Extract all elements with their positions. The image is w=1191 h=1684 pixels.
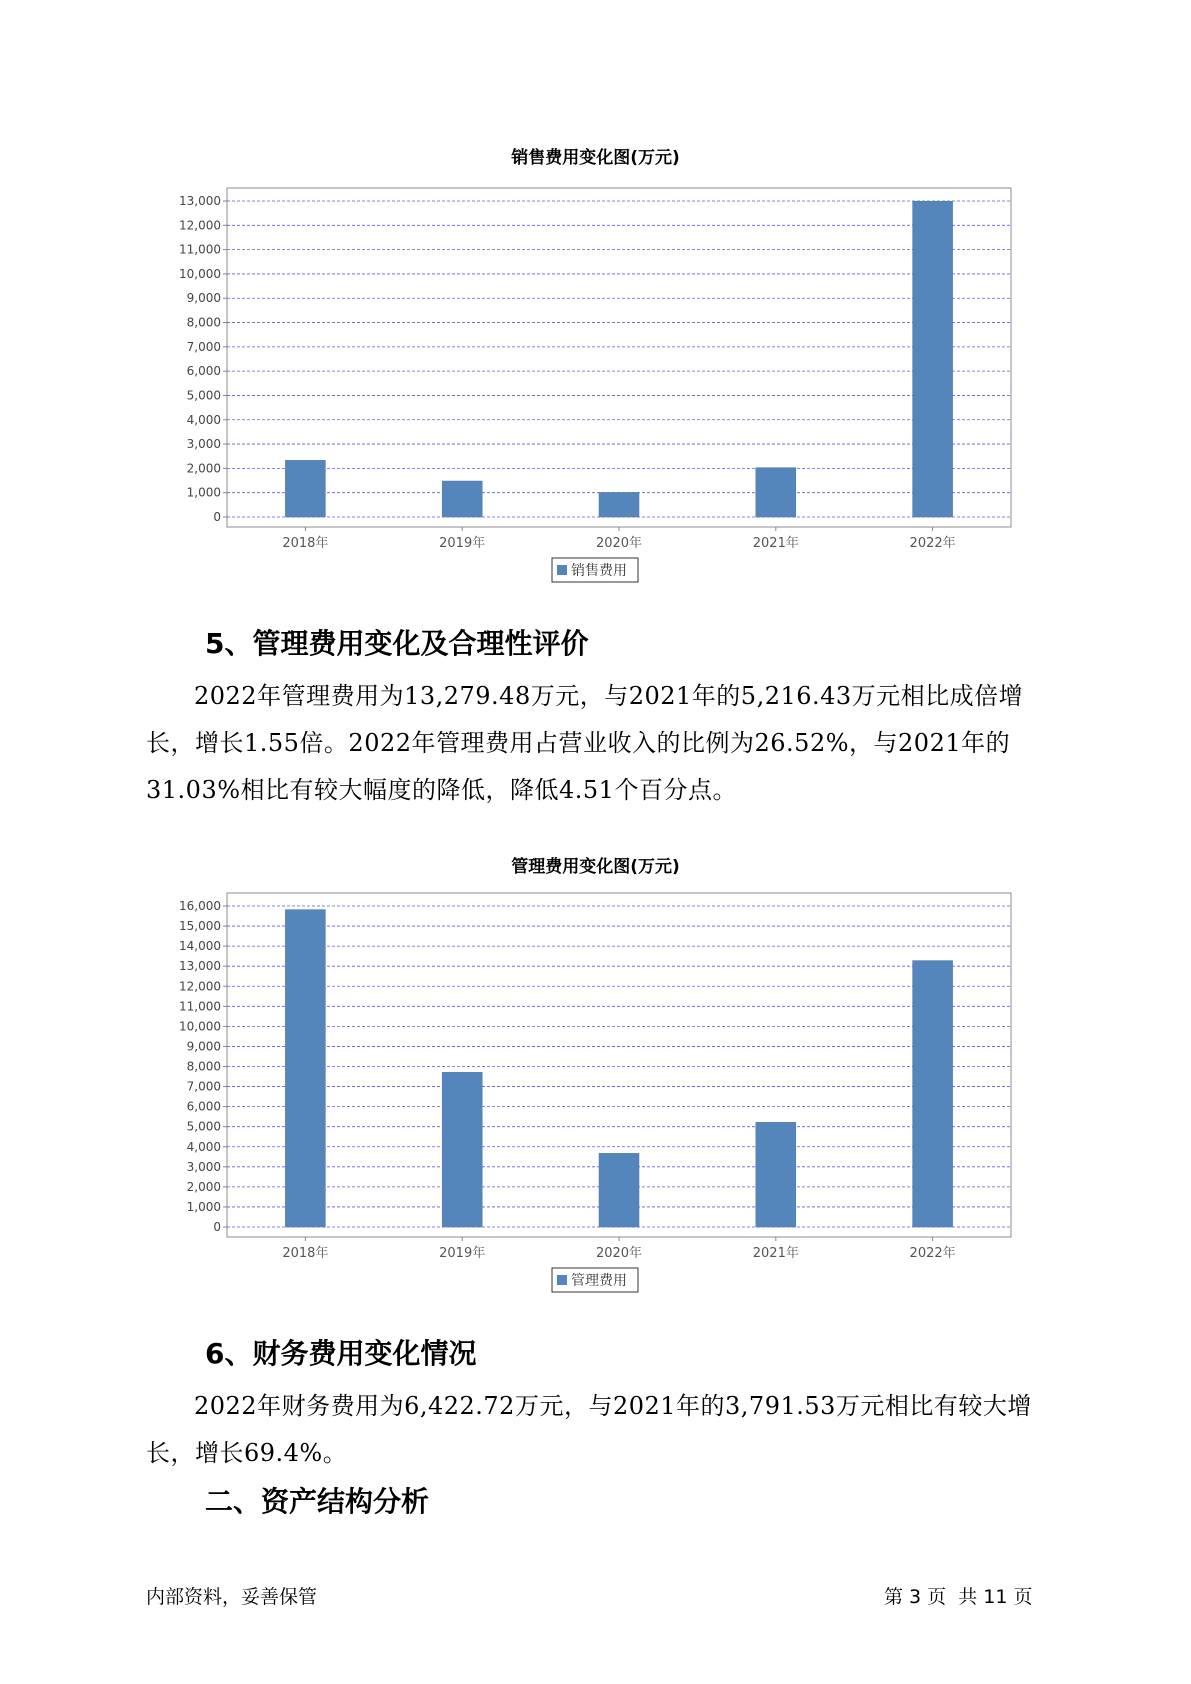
bar-2021年 [756,468,796,517]
bar-2019年 [442,1072,482,1227]
y-tick-label: 1,000 [186,1199,221,1214]
y-tick-label: 13,000 [179,959,221,974]
y-tick-label: 16,000 [179,899,221,913]
y-tick-label: 3,000 [186,437,221,452]
bar-2018年 [285,460,325,517]
y-tick-label: 4,000 [186,412,221,427]
y-tick-label: 7,000 [186,1079,221,1094]
section-2-heading: 二、资产结构分析 [205,1485,430,1518]
x-tick-label: 2022年 [909,1246,956,1261]
y-tick-label: 7,000 [186,339,221,354]
bar-2020年 [599,492,639,517]
legend-swatch [557,1275,567,1285]
bar-2020年 [599,1153,639,1227]
x-tick-label: 2022年 [909,536,956,551]
sales-chart-title: 销售费用变化图(万元) [511,148,680,168]
section-5-heading: 5、管理费用变化及合理性评价 [205,627,589,660]
y-tick-label: 9,000 [186,291,221,306]
y-tick-label: 6,000 [186,364,221,379]
y-tick-label: 1,000 [186,485,221,500]
y-tick-label: 15,000 [179,919,221,934]
section-6-heading: 6、财务费用变化情况 [205,1337,477,1370]
y-tick-label: 3,000 [186,1159,221,1174]
y-tick-label: 8,000 [186,315,221,330]
section-5-text: 2022年管理费用为13,279.48万元，与2021年的5,216.43万元相比成倍增长，增长1.55倍。2022年管理费用占营业收入的比例为26.52%，与2021年的31.03%相比有较大幅度的降低，降低4.51个百分点。 [146,682,1024,804]
bar-2021年 [756,1122,796,1227]
legend-swatch [557,565,567,575]
y-tick-label: 4,000 [186,1139,221,1154]
y-tick-label: 9,000 [186,1039,221,1054]
y-tick-label: 12,000 [179,218,221,233]
y-tick-label: 0 [213,1220,221,1234]
x-tick-label: 2021年 [752,536,799,551]
y-tick-label: 10,000 [179,1019,221,1034]
plot-area [227,188,1011,527]
footer-confidential-note: 内部资料，妥善保管 [146,1586,318,1608]
legend-label: 管理费用 [571,1273,627,1289]
y-tick-label: 14,000 [179,939,221,954]
y-tick-label: 6,000 [186,1099,221,1114]
bar-2018年 [285,910,325,1227]
section-6-paragraph [146,1383,1051,1477]
y-tick-label: 10,000 [179,266,221,281]
y-tick-label: 11,000 [179,242,221,257]
x-tick-label: 2019年 [439,536,486,551]
admin-expense-chart [0,870,1191,1310]
bar-2022年 [913,201,953,517]
x-tick-label: 2020年 [595,1246,643,1261]
y-tick-label: 5,000 [186,388,221,403]
admin-chart-title: 管理费用变化图(万元) [511,857,680,877]
y-tick-label: 2,000 [186,461,221,476]
x-tick-label: 2021年 [752,1246,799,1261]
chart-legend [552,558,638,582]
y-tick-label: 2,000 [186,1179,221,1194]
bar-2019年 [442,481,482,517]
section-6-text: 2022年财务费用为6,422.72万元，与2021年的3,791.53万元相比有较大增长，增长69.4%。 [146,1392,1032,1467]
x-tick-label: 2018年 [282,1246,329,1261]
y-tick-label: 11,000 [179,999,221,1014]
section-5-paragraph [146,673,1051,814]
sales-expense-chart [0,160,1191,580]
x-tick-label: 2020年 [595,536,643,551]
legend-label: 销售费用 [571,563,627,579]
y-tick-label: 13,000 [179,194,221,208]
y-tick-label: 5,000 [186,1119,221,1134]
y-tick-label: 8,000 [186,1059,221,1074]
x-tick-label: 2019年 [439,1246,486,1261]
y-tick-label: 0 [213,510,221,524]
bar-2022年 [913,961,953,1227]
y-tick-label: 12,000 [179,979,221,994]
x-tick-label: 2018年 [282,536,329,551]
footer-page-number: 第 3 页 共 11 页 [884,1586,1033,1608]
chart-legend [552,1268,638,1292]
